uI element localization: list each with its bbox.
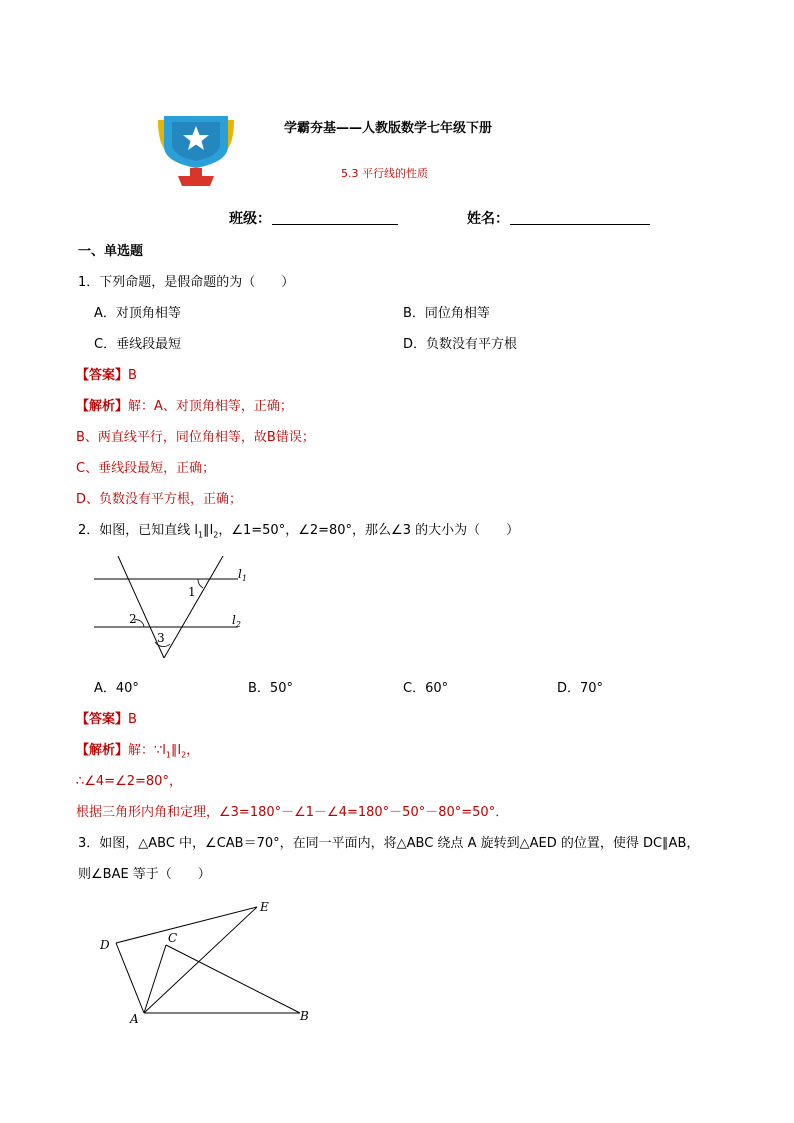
q2-option-d: D．70° — [557, 681, 604, 696]
angle-1-label: 1 — [188, 585, 196, 599]
analysis-post: ， — [186, 743, 200, 758]
label-l2: $l_2$ — [232, 613, 241, 629]
point-label-E: E — [260, 900, 269, 914]
transversal-right — [164, 556, 223, 658]
answer-tag: 【答案】 — [76, 368, 129, 383]
q2-analysis-3: 根据三角形内角和定理，∠3=180°－∠1－∠4=180°－50°－80°=50°． — [76, 805, 509, 820]
q1-option-b: B．同位角相等 — [403, 306, 490, 321]
angle-3-label: 3 — [157, 631, 165, 645]
name-label: 姓名： — [467, 211, 509, 227]
analysis-text: 解：A、对顶角相等，正确； — [128, 399, 293, 414]
analysis-mid: ∥l — [171, 743, 182, 758]
class-label: 班级： — [229, 211, 271, 227]
answer-tag: 【答案】 — [76, 712, 129, 727]
q2-stem-pre: 2．如图，已知直线 l — [78, 523, 199, 538]
q2-analysis-2: ∴∠4=∠2=80°， — [76, 774, 182, 789]
q2-stem-mid: ∥l — [203, 523, 214, 538]
page-title: 学霸夯基——人教版数学七年级下册 — [284, 121, 493, 136]
class-field[interactable] — [272, 224, 398, 225]
analysis-tag: 【解析】 — [76, 743, 129, 758]
q2-stem — [78, 519, 519, 540]
q1-analysis-3: C、垂线段最短，正确； — [76, 461, 216, 476]
q1-answer — [76, 364, 137, 383]
point-label-A: A — [130, 1012, 139, 1026]
name-field[interactable] — [510, 224, 650, 225]
q2-option-a: A．40° — [94, 681, 139, 696]
q1-option-c: C．垂线段最短 — [94, 337, 182, 352]
analysis-sub1: 1 — [165, 750, 171, 760]
q3-stem-line1: 3．如图，△ABC 中，∠CAB＝70°，在同一平面内，将△ABC 绕点 A 旋转到△AED 的位置，使得 DC∥AB， — [78, 836, 700, 851]
q1-option-d: D．负数没有平方根 — [403, 337, 518, 352]
answer-value: B — [128, 368, 137, 383]
q1-stem: 1．下列命题，是假命题的为（ ） — [78, 275, 295, 290]
q2-answer — [76, 708, 137, 727]
point-label-B: B — [300, 1009, 309, 1023]
trophy-logo — [152, 110, 240, 188]
analysis-sub2: 2 — [181, 750, 187, 760]
q3-stem-line2: 则∠BAE 等于（ ） — [78, 867, 211, 882]
angle-2-label: 2 — [129, 612, 137, 626]
segment-AD — [116, 943, 144, 1013]
q1-analysis-1 — [76, 395, 293, 414]
q1-option-a: A．对顶角相等 — [94, 306, 181, 321]
q2-stem-sub2: 2 — [213, 530, 219, 540]
q1-analysis-4: D、负数没有平方根，正确； — [76, 492, 243, 507]
segment-DE — [116, 907, 257, 943]
q1-analysis-2: B、两直线平行，同位角相等，故B错误； — [76, 430, 315, 445]
q2-figure — [88, 552, 258, 662]
point-label-C: C — [168, 931, 178, 945]
q2-option-b: B．50° — [248, 681, 293, 696]
section-heading: 一、单选题 — [78, 244, 144, 259]
q2-stem-sub1: 1 — [198, 530, 204, 540]
analysis-pre: 解：∵l — [128, 743, 166, 758]
q2-option-c: C．60° — [403, 681, 449, 696]
q3-figure — [94, 895, 324, 1030]
q2-stem-post: ，∠1=50°，∠2=80°，那么∠3 的大小为（ ） — [218, 523, 520, 538]
page-subtitle: 5.3 平行线的性质 — [341, 167, 428, 180]
answer-value: B — [128, 712, 137, 727]
segment-CB — [166, 945, 300, 1013]
q2-analysis-1 — [76, 739, 199, 760]
analysis-tag: 【解析】 — [76, 399, 129, 414]
label-l1: $l_1$ — [238, 567, 247, 583]
point-label-D: D — [100, 938, 110, 952]
